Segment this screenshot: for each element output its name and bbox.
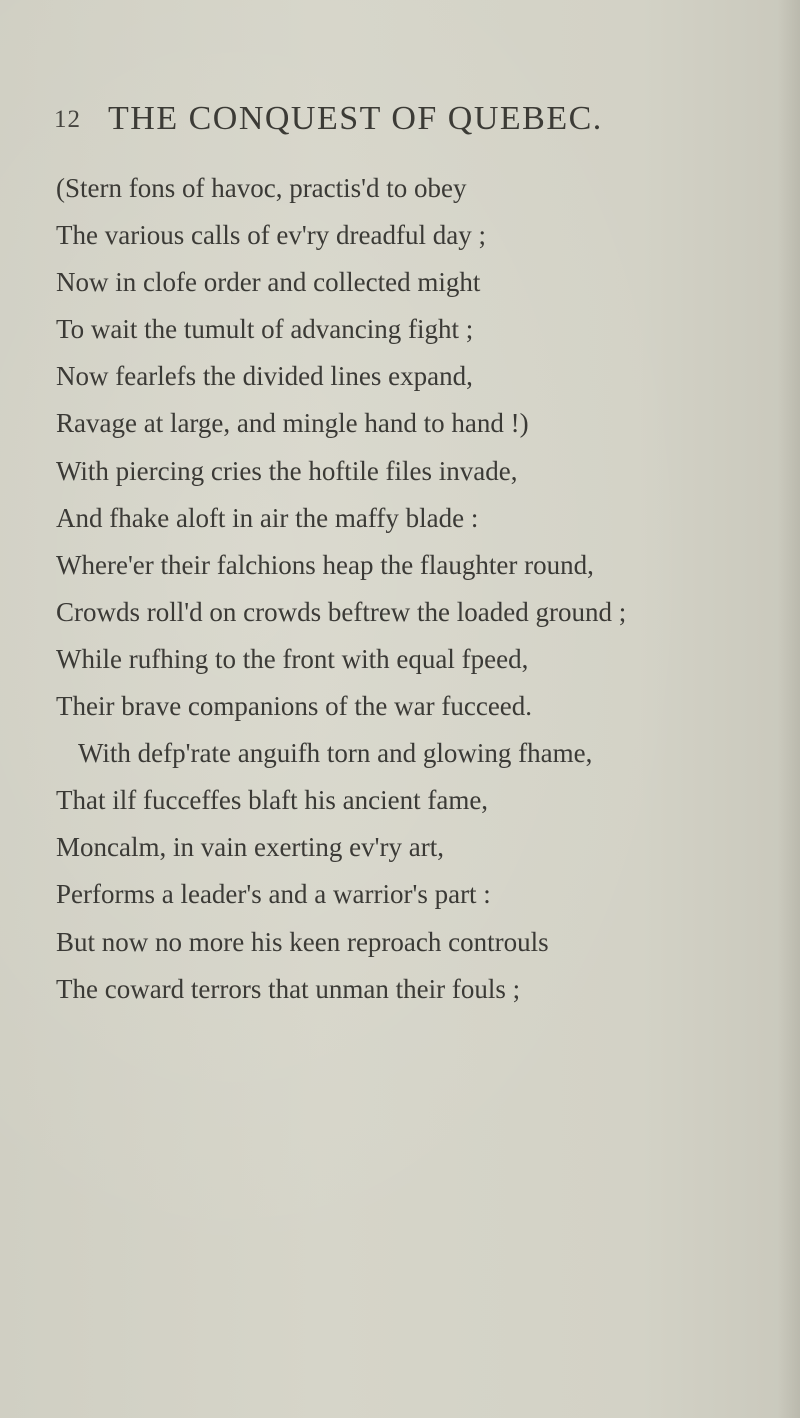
page-edge-shadow — [778, 0, 800, 1418]
page-title: THE CONQUEST OF QUEBEC. — [108, 100, 603, 137]
poem-line: The various calls of ev'ry dreadful day ; — [56, 220, 486, 251]
poem-line: (Stern fons of havoc, practis'd to obey — [56, 173, 467, 203]
poem-line: With defp'rate anguifh torn and glowing fhame, — [78, 738, 593, 769]
poem-line: Now fearlefs the divided lines expand, — [56, 361, 473, 392]
poem-line: Moncalm, in vain exerting ev'ry art, — [56, 832, 444, 863]
poem-line: To wait the tumult of advancing fight ; — [56, 314, 474, 345]
poem-text — [56, 165, 776, 1013]
poem-line: Now in clofe order and collected might — [56, 267, 481, 298]
poem-line: Performs a leader's and a warrior's part : — [56, 879, 491, 910]
poem-line: Ravage at large, and mingle hand to hand !) — [56, 408, 529, 439]
poem-line: Their brave companions of the war fucceed. — [56, 691, 533, 722]
poem-line: While rufhing to the front with equal fpeed, — [56, 643, 529, 674]
poem-line: With piercing cries the hoftile files invade, — [56, 455, 518, 486]
poem-line: The coward terrors that unman their fouls ; — [56, 973, 521, 1004]
poem-line: That ilf fucceffes blaft his ancient fame, — [56, 785, 489, 816]
poem-line: And fhake aloft in air the maffy blade : — [56, 502, 479, 533]
page-number: 12 — [54, 106, 81, 133]
running-head — [54, 100, 694, 150]
poem-line: But now no more his keen reproach controuls — [56, 926, 549, 957]
poem-line: Crowds roll'd on crowds beftrew the loaded ground ; — [56, 596, 627, 627]
poem-line: Where'er their falchions heap the flaughter round, — [56, 549, 594, 580]
